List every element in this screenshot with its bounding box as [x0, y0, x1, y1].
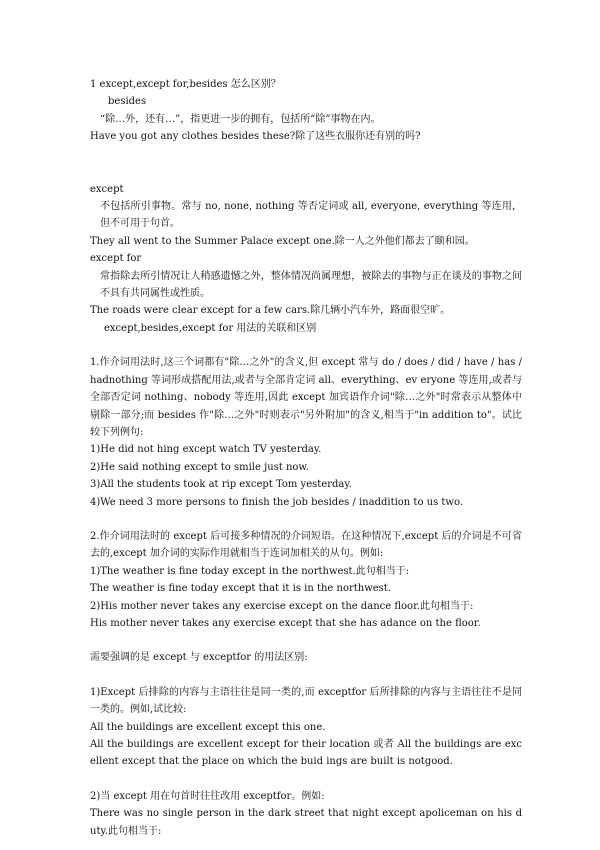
besides-example: Have you got any clothes besides these?除了这些衣服你还有别的吗? [90, 131, 421, 143]
example-1: 1)He did not hing except watch TV yesterday. [90, 444, 322, 456]
section-title: except,besides,except for 用法的关联和区别 [104, 322, 317, 334]
except-example: They all went to the Summer Palace except one.除一人之外他们都去了颐和园。 [90, 235, 475, 247]
buildings-example-1: All the buildings are excellent except this one. [90, 721, 326, 733]
emphasis-heading: 需要强调的是 except 与 exceptfor 的用法区别: [90, 652, 308, 664]
besides-definition: “除…外，还有…”，指更进一步的拥有，包括所“除”事物在内。 [100, 113, 381, 125]
distinction-2: 2)当 except 用在句首时往往改用 exceptfor。例如: [90, 790, 325, 802]
example-4: 4)We need 3 more persons to finish the job besides / inaddition to us two. [90, 496, 463, 508]
document-page [90, 76, 522, 840]
buildings-example-2: All the buildings are excellent except for their location 或者 All the buildings are excellent except that the place on which the buid ings are built is notgood. [90, 739, 522, 768]
weather-example: 1)The weather is fine today except in the northwest.此句相当于: [90, 565, 410, 577]
policeman-example: There was no single person in the dark street that night except apoliceman on his duty.此句相当于: [90, 808, 522, 837]
example-3: 3)All the students took at rip except Tom yesterday. [90, 479, 352, 491]
weather-equivalent: The weather is fine today except that it is in the northwest. [90, 583, 392, 595]
example-2: 2)He said nothing except to smile just now. [90, 461, 309, 473]
question-heading: 1 except,except for,besides 怎么区别？ [90, 79, 281, 90]
point-2-paragraph: 2.作介词用法时的 except 后可接多种情况的介词短语。在这种情况下,except 后的介词是不可省去的,except 加介词的实际作用就相当于连词加相关的从句。例如: [90, 530, 522, 560]
term-except: except [90, 183, 124, 195]
mother-equivalent: His mother never takes any exercise except that she has adance on the floor. [90, 617, 481, 629]
term-except-for: except for [90, 253, 142, 265]
except-for-example: The roads were clear except for a few cars.除几辆小汽车外，路面很空旷。 [90, 305, 451, 317]
except-definition: 不包括所引事物。常与 no, none, nothing 等否定词或 all, everyone, everything 等连用，但不可用于句首。 [100, 201, 522, 230]
except-for-definition: 常指除去所引情况让人稍感遗憾之外，整体情况尚属理想，被除去的事物与正在谈及的事物之间不具有共同属性或性质。 [100, 270, 522, 300]
point-1-paragraph: 1.作介词用法时,这三个词都有"除…之外"的含义,但 except 常与 do / does / did / have / has / hadnothing 等词形成搭配用法,或者与全部肯定词 all、everything、ev eryone 等连用,或者与全部否定词 nothing、nobody 等连用,因此 except 加宾语作介词"除…之外"时常表示从整体中剔除一部分;而 besides 作"除…之外"时则表示"另外附加"的含义,相当于"in addition to"。试比较下列例句: [90, 357, 522, 438]
term-besides: besides [108, 96, 147, 108]
distinction-1: 1)Except 后排除的内容与主语往往是同一类的,而 exceptfor 后所排除的内容与主语往往不是同一类的。例如,试比较: [90, 686, 522, 716]
mother-example: 2)His mother never takes any exercise except on the dance floor.此句相当于: [90, 600, 474, 612]
